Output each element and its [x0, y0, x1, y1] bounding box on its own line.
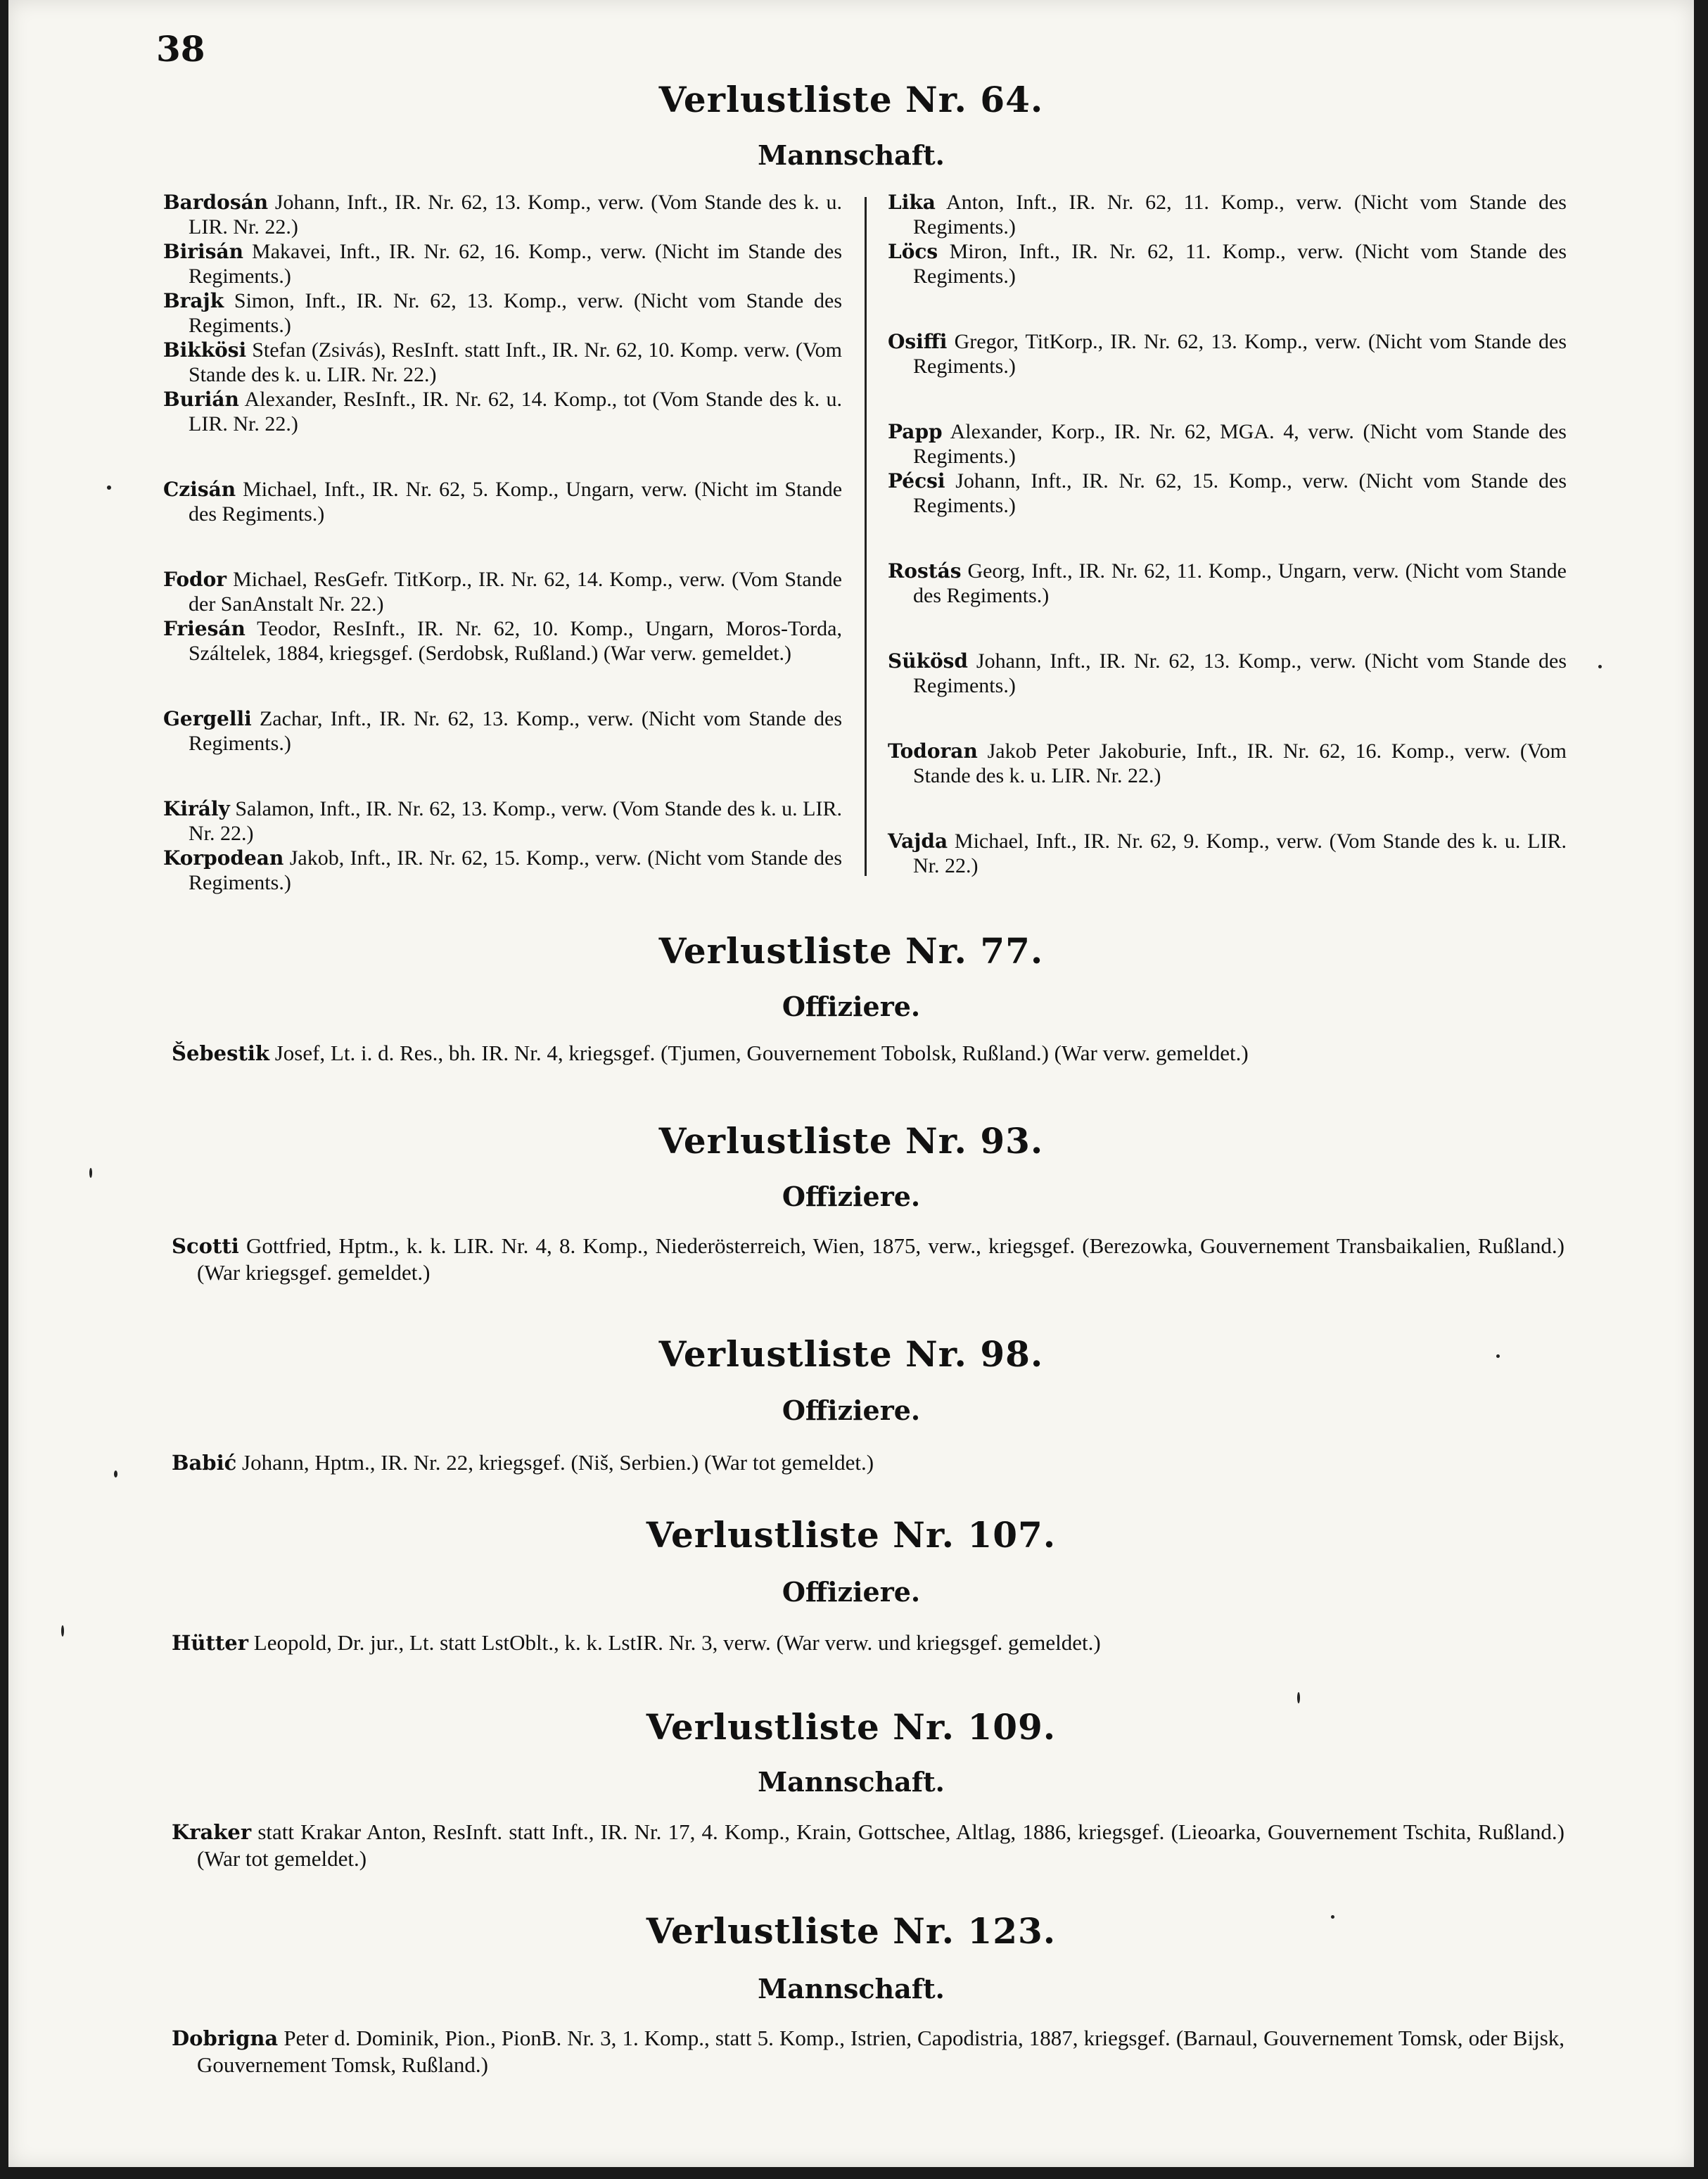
category-heading-123: Mannschaft.	[758, 1973, 945, 2005]
category-heading-77: Offiziere.	[782, 991, 921, 1022]
list-entry: Scotti Gottfried, Hptm., k. k. LIR. Nr. 4, 8. Komp., Niederösterreich, Wien, 1875, verw., kriegsgef. (Berezowka, Gouvernement Transbaikalien, Rußland.) (War kriegsgef. gemeldet.)	[172, 1233, 1565, 1285]
list-entry: Löcs Miron, Inft., IR. Nr. 62, 11. Komp., verw. (Nicht vom Stande des Regiments.)	[888, 240, 1567, 288]
list-entry: Lika Anton, Inft., IR. Nr. 62, 11. Komp., verw. (Nicht vom Stande des Regiments.)	[888, 191, 1567, 239]
section-heading-64: Verlustliste Nr. 64.	[658, 79, 1044, 120]
category-heading-64: Mannschaft.	[758, 139, 945, 171]
page-number: 38	[156, 28, 205, 70]
section-heading-98: Verlustliste Nr. 98.	[658, 1333, 1044, 1375]
scan-speck	[1496, 1354, 1500, 1358]
section-heading-77: Verlustliste Nr. 77.	[658, 930, 1044, 972]
list-entry: Šebestik Josef, Lt. i. d. Res., bh. IR. Nr. 4, kriegsgef. (Tjumen, Gouvernement Tobolsk, Rußland.) (War verw. gemeldet.)	[172, 1041, 1249, 1065]
list-entry: Burián Alexander, ResInft., IR. Nr. 62, 14. Komp., tot (Vom Stande des k. u. LIR. Nr. 22.)	[163, 388, 842, 436]
scan-speck	[61, 1625, 64, 1637]
list-entry: Czisán Michael, Inft., IR. Nr. 62, 5. Komp., Ungarn, verw. (Nicht im Stande des Regiments.)	[163, 478, 843, 526]
category-heading-93: Offiziere.	[782, 1181, 921, 1212]
section-heading-107: Verlustliste Nr. 107.	[646, 1514, 1057, 1556]
right-column	[888, 190, 1567, 878]
list-entry: Vajda Michael, Inft., IR. Nr. 62, 9. Komp., verw. (Vom Stande des k. u. LIR. Nr. 22.)	[888, 830, 1567, 877]
section-heading-109: Verlustliste Nr. 109.	[646, 1706, 1057, 1748]
list-entry: Todoran Jakob Peter Jakoburie, Inft., IR. Nr. 62, 16. Komp., verw. (Vom Stande des k. u. LIR. Nr. 22.)	[888, 739, 1567, 787]
list-entry: Papp Alexander, Korp., IR. Nr. 62, MGA. 4, verw. (Nicht vom Stande des Regiments.)	[888, 420, 1567, 468]
list-entry: Osiffi Gregor, TitKorp., IR. Nr. 62, 13. Komp., verw. (Nicht vom Stande des Regiments.)	[888, 330, 1567, 378]
scan-speck	[1331, 1915, 1334, 1919]
section-heading-123: Verlustliste Nr. 123.	[646, 1910, 1057, 1952]
list-entry: Pécsi Johann, Inft., IR. Nr. 62, 15. Komp., verw. (Nicht vom Stande des Regiments.)	[888, 469, 1567, 517]
category-heading-109: Mannschaft.	[758, 1766, 945, 1798]
list-entry: Babić Johann, Hptm., IR. Nr. 22, kriegsgef. (Niš, Serbien.) (War tot gemeldet.)	[172, 1450, 874, 1475]
scan-speck	[114, 1470, 117, 1478]
scan-speck	[89, 1168, 92, 1178]
category-heading-98: Offiziere.	[782, 1395, 921, 1426]
list-entry: Király Salamon, Inft., IR. Nr. 62, 13. Komp., verw. (Vom Stande des k. u. LIR. Nr. 22.)	[163, 797, 843, 845]
list-entry: Brajk Simon, Inft., IR. Nr. 62, 13. Komp., verw. (Nicht vom Stande des Regiments.)	[163, 289, 843, 337]
two-column-list	[163, 190, 1581, 894]
list-entry: Friesán Teodor, ResInft., IR. Nr. 62, 10. Komp., Ungarn, Moros-Torda, Száltelek, 1884, kriegsgef. (Serdobsk, Rußland.) (War verw. gemeldet.)	[163, 617, 842, 665]
list-entry: Kraker statt Krakar Anton, ResInft. statt Inft., IR. Nr. 17, 4. Komp., Krain, Gottschee, Altlag, 1886, kriegsgef. (Lieoarka, Gouvernement Tschita, Rußland.) (War tot gemeldet.)	[172, 1819, 1564, 1871]
list-entry: Hütter Leopold, Dr. jur., Lt. statt LstOblt., k. k. LstIR. Nr. 3, verw. (War verw. und kriegsgef. gemeldet.)	[172, 1630, 1101, 1655]
list-entry: Gergelli Zachar, Inft., IR. Nr. 62, 13. Komp., verw. (Nicht vom Stande des Regiments.)	[163, 707, 843, 755]
scan-speck	[1297, 1692, 1300, 1703]
list-entry: Bikkösi Stefan (Zsivás), ResInft. statt Inft., IR. Nr. 62, 10. Komp. verw. (Vom Stande des k. u. LIR. Nr. 22.)	[163, 338, 843, 386]
column-divider	[865, 197, 867, 876]
scan-speck	[107, 485, 111, 490]
list-entry: Birisán Makavei, Inft., IR. Nr. 62, 16. Komp., verw. (Nicht im Stande des Regiments.)	[163, 240, 843, 288]
list-entry: Sükösd Johann, Inft., IR. Nr. 62, 13. Komp., verw. (Nicht vom Stande des Regiments.)	[888, 649, 1567, 697]
left-column	[163, 190, 842, 895]
document-page	[8, 0, 1694, 2167]
list-entry: Rostás Georg, Inft., IR. Nr. 62, 11. Komp., Ungarn, verw. (Nicht vom Stande des Regiments.)	[888, 559, 1567, 607]
list-entry: Fodor Michael, ResGefr. TitKorp., IR. Nr. 62, 14. Komp., verw. (Vom Stande der SanAnstalt Nr. 22.)	[163, 568, 842, 616]
section-heading-93: Verlustliste Nr. 93.	[658, 1120, 1044, 1162]
list-entry: Dobrigna Peter d. Dominik, Pion., PionB. Nr. 3, 1. Komp., statt 5. Komp., Istrien, Capodistria, 1887, kriegsgef. (Barnaul, Gouvernement Tomsk, oder Bijsk, Gouvernement Tomsk, Rußland.)	[172, 2026, 1565, 2077]
list-entry: Korpodean Jakob, Inft., IR. Nr. 62, 15. Komp., verw. (Nicht vom Stande des Regiments.)	[163, 846, 843, 894]
list-entry: Bardosán Johann, Inft., IR. Nr. 62, 13. Komp., verw. (Vom Stande des k. u. LIR. Nr. 22.)	[163, 191, 843, 239]
scan-speck	[1598, 665, 1602, 668]
category-heading-107: Offiziere.	[782, 1576, 921, 1608]
